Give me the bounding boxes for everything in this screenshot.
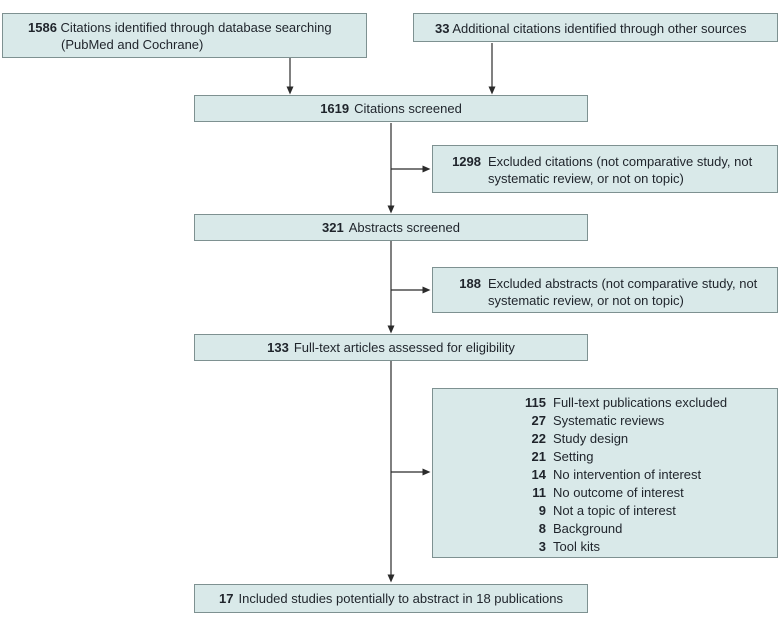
- count: 33: [435, 21, 450, 36]
- exclusion-reason: [498, 430, 771, 448]
- box-fulltext-assessed: [194, 334, 588, 361]
- count: 17: [219, 591, 234, 606]
- count: 1619: [320, 101, 350, 116]
- exclusion-reason: [498, 484, 771, 502]
- label: Tool kits: [553, 539, 600, 554]
- count: 27: [531, 413, 546, 428]
- exclusion-reason: [498, 502, 771, 520]
- arrow-branch-excluded-abstracts: [391, 287, 431, 294]
- count: 21: [531, 449, 546, 464]
- box-line: [451, 153, 771, 170]
- arrow-branch-excluded-citations: [391, 166, 431, 173]
- count: 133: [267, 340, 289, 355]
- box-fulltext-excluded: [432, 388, 778, 558]
- label: Excluded abstracts (not comparative study, not: [488, 276, 758, 291]
- box-excluded-abstracts: [432, 267, 778, 313]
- label: Included studies potentially to abstract in 18 publications: [238, 591, 563, 606]
- label: No intervention of interest: [553, 467, 702, 482]
- arrow-branch-fulltext-excluded: [391, 469, 431, 476]
- arrow-db-to-screened: [287, 58, 294, 95]
- label: Study design: [553, 431, 629, 446]
- box-citations-identified-other: [413, 13, 778, 42]
- label: Setting: [553, 449, 594, 464]
- label: Citations identified through database searching: [60, 20, 332, 35]
- count: 14: [531, 467, 546, 482]
- box-citations-screened: [194, 95, 588, 122]
- label: Excluded citations (not comparative study, not: [488, 154, 753, 169]
- exclusion-reason: [498, 466, 771, 484]
- exclusion-header: [498, 394, 771, 412]
- count: 1298: [452, 154, 481, 169]
- count: 8: [538, 521, 546, 536]
- arrow-abstracts-to-fulltext: [388, 241, 395, 334]
- label: Abstracts screened: [348, 220, 460, 235]
- exclusion-reason: [498, 448, 771, 466]
- count: 22: [531, 431, 546, 446]
- box-citations-identified-db: [2, 13, 367, 58]
- count: 1586: [28, 20, 57, 35]
- count: 188: [459, 276, 481, 291]
- box-line: [451, 275, 771, 292]
- box-abstracts-screened: [194, 214, 588, 241]
- arrow-other-to-screened: [489, 43, 496, 95]
- box-included-studies: [194, 584, 588, 613]
- count: 11: [532, 485, 546, 500]
- label: Not a topic of interest: [553, 503, 676, 518]
- label-line2: (PubMed and Cochrane): [61, 37, 204, 52]
- label: Full-text publications excluded: [553, 395, 728, 410]
- count: 115: [525, 395, 546, 410]
- count: 321: [322, 220, 344, 235]
- label-line2: systematic review, or not on topic): [488, 171, 684, 186]
- count: 9: [538, 503, 546, 518]
- count: 3: [538, 539, 546, 554]
- exclusion-reason: [498, 538, 771, 556]
- label: No outcome of interest: [553, 485, 684, 500]
- label: Additional citations identified through other sources: [452, 21, 747, 36]
- label: Full-text articles assessed for eligibility: [293, 340, 515, 355]
- exclusion-reason: [498, 412, 771, 430]
- box-excluded-citations: [432, 145, 778, 193]
- arrow-screened-to-abstracts: [388, 123, 395, 214]
- label: Citations screened: [354, 101, 462, 116]
- box-line: [28, 19, 360, 36]
- arrow-fulltext-to-included: [388, 361, 395, 583]
- label: Background: [553, 521, 623, 536]
- label-line2: systematic review, or not on topic): [488, 293, 684, 308]
- exclusion-reason: [498, 520, 771, 538]
- label: Systematic reviews: [553, 413, 665, 428]
